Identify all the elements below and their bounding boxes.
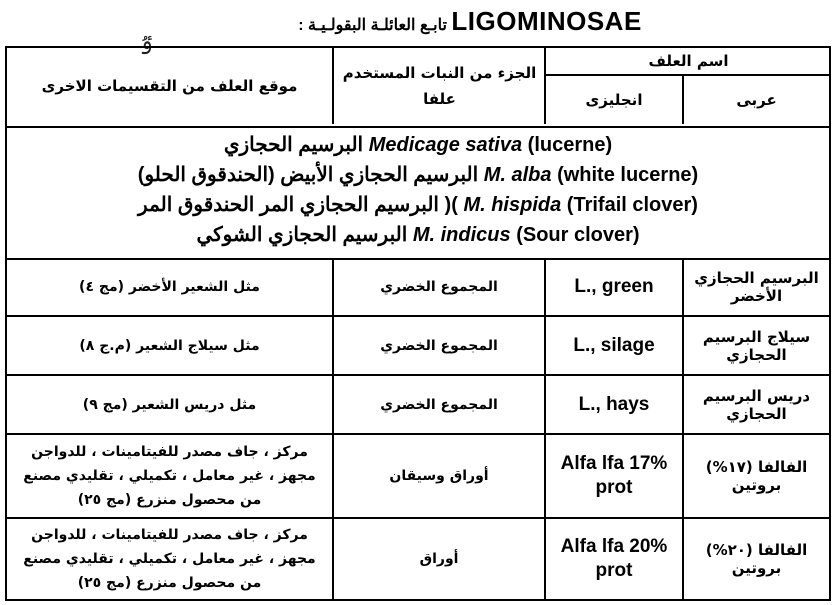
species-line: البرسيم الحجازي المر الحندقوق المر )( M. hispida (Trifail clover) bbox=[138, 194, 698, 216]
row-use: مثل سيلاج الشعير (م.ج ٨) bbox=[79, 337, 260, 354]
row-use: مركز ، جاف مصدر للفيتامينات ، للدواجن مجهز ، غير معامل ، تكميلي ، تقليدي مصنع من محصول منزرع (مج ٢٥) bbox=[23, 444, 316, 508]
page-title bbox=[140, 6, 800, 46]
species-line: البرسيم الحجازي الأبيض (الحندقوق الحلو) M. alba (white lucerne) bbox=[137, 164, 699, 186]
row-english-name: Alfa lfa 17% prot bbox=[560, 453, 668, 498]
row-english-name: L., hays bbox=[578, 393, 650, 415]
row-arabic-name: سيلاج البرسيم الحجازي bbox=[702, 327, 811, 364]
table-row bbox=[7, 519, 829, 599]
row-part: المجموع الخضري bbox=[380, 396, 498, 413]
row-arabic-name: البرسيم الحجازي الأخضر bbox=[694, 268, 819, 305]
row-part: المجموع الخضري bbox=[380, 337, 498, 354]
header-feed-name: اسم العلف bbox=[648, 52, 729, 70]
row-english-name: L., green bbox=[574, 275, 654, 297]
row-arabic-name: الفالفا (١٧%) بروتين bbox=[705, 458, 808, 494]
row-english-name: Alfa lfa 20% prot bbox=[560, 536, 668, 581]
header-part-used: الجزء من النبات المستخدم علفا bbox=[342, 64, 537, 108]
feed-table bbox=[5, 46, 831, 601]
table-row bbox=[7, 376, 829, 435]
row-part: أوراق وسيقان bbox=[389, 468, 489, 484]
row-use: مثل الشعير الأخضر (مج ٤) bbox=[79, 278, 260, 295]
title-arabic: تابـع العائلـة البقولـيـة : bbox=[298, 17, 447, 34]
table-header bbox=[7, 48, 829, 128]
header-location: موقع العلف من التقسيمات الاخرى bbox=[41, 77, 298, 95]
species-line: البرسيم الحجازي الشوكي M. indicus (Sour clover) bbox=[196, 224, 640, 246]
header-arabic: عربى bbox=[736, 91, 777, 109]
header-english: انجليزى bbox=[585, 91, 643, 109]
row-part: أوراق bbox=[419, 551, 459, 567]
title-latin: LIGOMINOSAE bbox=[451, 6, 642, 36]
row-english-name: L., silage bbox=[573, 334, 655, 356]
table-row bbox=[7, 317, 829, 376]
scan-mark-icon: ٷ bbox=[140, 30, 153, 55]
row-use: مركز ، جاف مصدر للفيتامينات ، للدواجن مجهز ، غير معامل ، تكميلي ، تقليدي مصنع من محصول منزرع (مج ٢٥) bbox=[23, 527, 316, 591]
table-row bbox=[7, 258, 829, 317]
row-arabic-name: الفالفا (٢٠%) بروتين bbox=[705, 541, 808, 577]
row-part: المجموع الخضري bbox=[380, 278, 498, 295]
species-description bbox=[7, 126, 829, 260]
table-row bbox=[7, 435, 829, 519]
row-use: مثل دريس الشعير (مج ٩) bbox=[82, 396, 257, 413]
row-arabic-name: دريس البرسيم الحجازي bbox=[702, 386, 811, 423]
species-line: البرسيم الحجازي Medicage sativa (lucerne) bbox=[223, 134, 613, 156]
